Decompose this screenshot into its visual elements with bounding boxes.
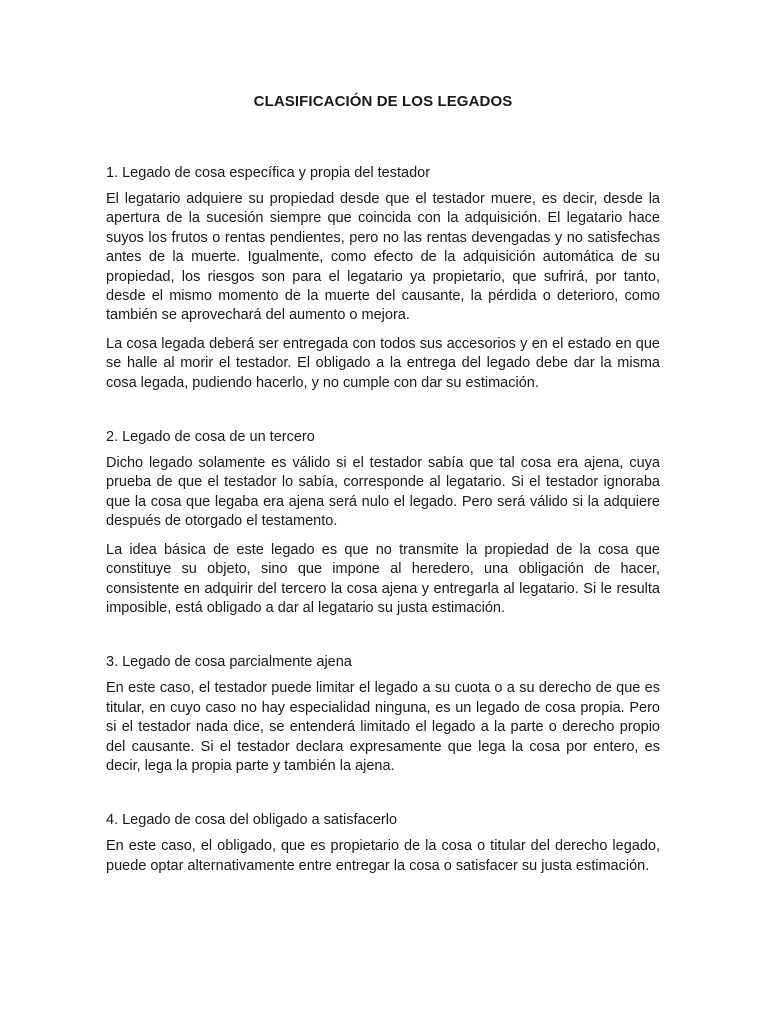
- section-4: [106, 811, 660, 876]
- paragraph: Dicho legado solamente es válido si el testador sabía que tal cosa era ajena, cuya prueba de que el testador lo sabía, corresponde al legatario. Si el testador ignoraba que la cosa que legaba era ajena será nulo el legado. Pero será válido si la adquiere después de otorgado el testamento.: [106, 455, 660, 530]
- section-heading: 4. Legado de cosa del obligado a satisfacerlo: [106, 812, 398, 829]
- section-heading: 1. Legado de cosa específica y propia del testador: [106, 165, 431, 181]
- paragraph: En este caso, el testador puede limitar el legado a su cuota o a su derecho de que es titular, en cuyo caso no hay especialidad ninguna, es un legado de cosa propia. Pero si el testador nada dice, se entenderá limitado el legado a la parte o derecho propio del causante. Si el testador declara expresamente que lega la cosa por entero, es decir, lega la propia parte y también la ajena.: [106, 680, 660, 774]
- section-1: [106, 164, 660, 393]
- section-2: [106, 428, 660, 618]
- section-heading: 3. Legado de cosa parcialmente ajena: [106, 654, 352, 671]
- paragraph: La cosa legada deberá ser entregada con todos sus accesorios y en el estado en que se halle al morir el testador. El obligado a la entrega del legado debe dar la misma cosa legada, pudiendo hacerlo, y no cumple con dar su estimación.: [106, 335, 660, 391]
- paragraph: El legatario adquiere su propiedad desde que el testador muere, es decir, desde la apertura de la sucesión siempre que coincida con la adquisición. El legatario hace suyos los frutos o rentas pendientes, pero no las rentas devengadas y no satisfechas antes de la muerte. Igualmente, como efecto de la adquisición automática de su propiedad, los riesgos son para el legatario ya propietario, que sufrirá, por tanto, desde el mismo momento de la muerte del causante, la pérdida o deterioro, como también se aprovechará del aumento o mejora.: [106, 191, 660, 324]
- section-3: [106, 653, 660, 776]
- document-title: CLASIFICACIÓN DE LOS LEGADOS: [253, 93, 513, 110]
- paragraph: En este caso, el obligado, que es propietario de la cosa o titular del derecho legado, puede optar alternativamente entre entregar la cosa o satisfacer su justa estimación.: [106, 838, 660, 874]
- document-page: [106, 92, 660, 885]
- section-heading: 2. Legado de cosa de un tercero: [106, 429, 315, 446]
- paragraph: La idea básica de este legado es que no transmite la propiedad de la cosa que constituye su objeto, sino que impone al heredero, una obligación de hacer, consistente en adquirir del tercero la cosa ajena y entregarla al legatario. Si le resulta imposible, está obligado a dar al legatario su justa estimación.: [106, 541, 660, 616]
